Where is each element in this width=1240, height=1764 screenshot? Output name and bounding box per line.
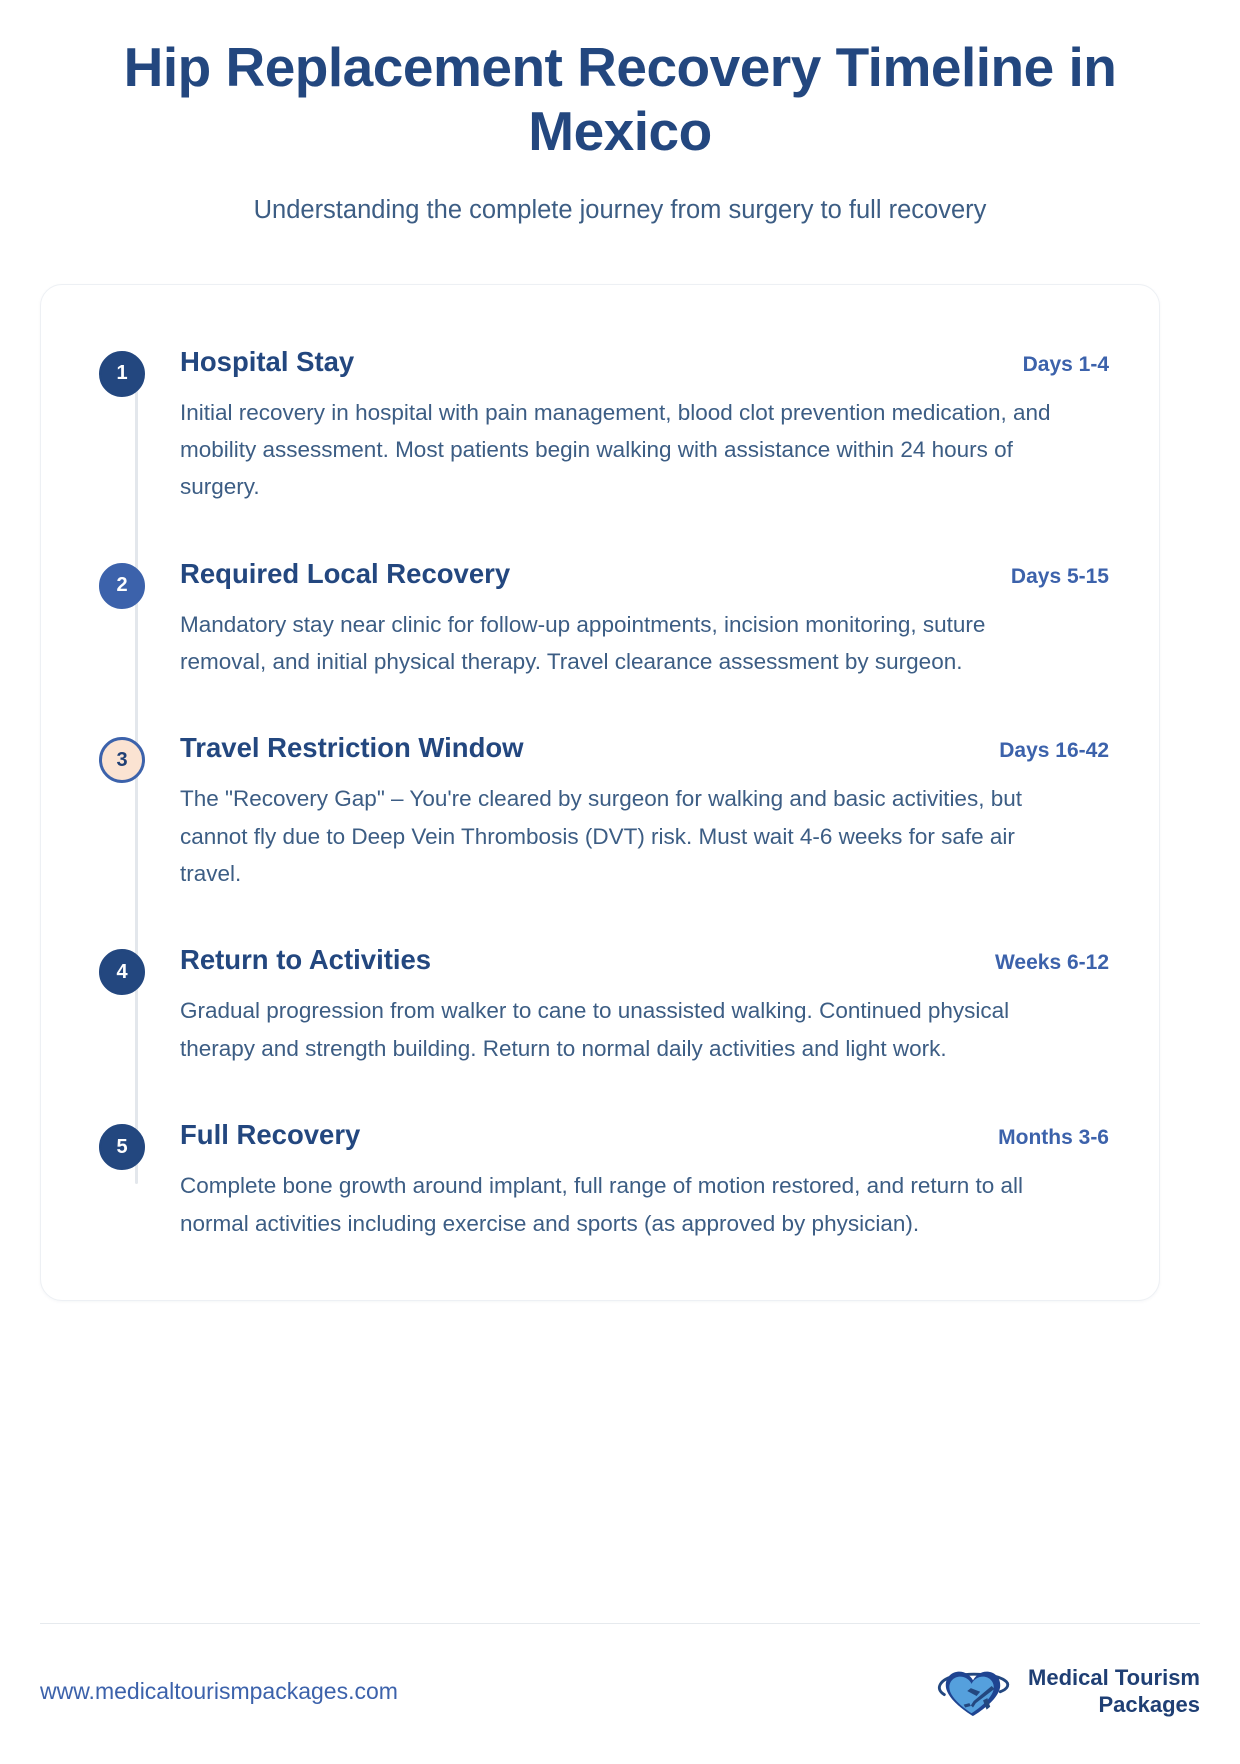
- step-description: Gradual progression from walker to cane to unassisted walking. Continued physical therapy and strength building. Return to normal daily activities and light work.: [180, 998, 1010, 1061]
- step-header-row: [180, 943, 1109, 976]
- step-description: The "Recovery Gap" – You're cleared by surgeon for walking and basic activities, but cannot fly due to Deep Vein Thrombosis (DVT) risk. Must wait 4-6 weeks for safe air travel.: [180, 786, 1022, 887]
- page-title: Hip Replacement Recovery Timeline in Mexico: [123, 36, 1117, 162]
- step-title: Required Local Recovery: [180, 557, 511, 589]
- step-number-badge: 1: [99, 351, 145, 397]
- timeline-step: [99, 1116, 1109, 1242]
- page-footer: [40, 1623, 1200, 1722]
- step-title: Full Recovery: [180, 1119, 361, 1151]
- step-header-row: [180, 557, 1109, 590]
- brand-line-1: Medical Tourism: [1028, 1664, 1200, 1690]
- step-content: [145, 1116, 1109, 1242]
- footer-website-link[interactable]: www.medicaltourismpackages.com: [40, 1677, 398, 1704]
- page-subtitle: Understanding the complete journey from surgery to full recovery: [253, 195, 987, 224]
- step-title: Travel Restriction Window: [180, 732, 524, 764]
- step-header-row: [180, 731, 1109, 764]
- step-number-badge: 4: [99, 949, 145, 995]
- step-header-row: [180, 345, 1109, 378]
- brand-wordmark: [1028, 1664, 1200, 1719]
- step-number-badge: 5: [99, 1124, 145, 1170]
- step-description: Initial recovery in hospital with pain management, blood clot prevention medication, and mobility assessment. Most patients begin walking with assistance within 24 hours of surgery.: [180, 399, 1051, 500]
- timeline-step-highlighted: [99, 729, 1109, 892]
- step-title: Hospital Stay: [180, 345, 355, 377]
- step-content: [145, 729, 1109, 892]
- step-number-badge: 3: [99, 737, 145, 783]
- step-content: [145, 941, 1109, 1067]
- timeline-step: [99, 343, 1109, 506]
- timeline-step: [99, 941, 1109, 1067]
- step-header-row: [180, 1118, 1109, 1151]
- step-duration: Days 16-42: [999, 739, 1109, 763]
- step-content: [145, 555, 1109, 681]
- step-title: Return to Activities: [180, 944, 432, 976]
- step-duration: Days 5-15: [1010, 564, 1109, 588]
- brand-line-2: Packages: [1098, 1692, 1200, 1717]
- step-description: Mandatory stay near clinic for follow-up appointments, incision monitoring, suture removal, and initial physical therapy. Travel clearance assessment by surgeon.: [180, 611, 986, 675]
- step-description: Complete bone growth around implant, full range of motion restored, and return to all normal activities including exercise and sports (as approved by physician).: [180, 1173, 1023, 1236]
- step-duration: Months 3-6: [998, 1126, 1109, 1150]
- timeline-steps: [99, 343, 1109, 1242]
- step-number-badge: 2: [99, 563, 145, 609]
- heart-airplane-logo-icon: [930, 1660, 1016, 1722]
- step-duration: Days 1-4: [1022, 352, 1109, 376]
- step-duration: Weeks 6-12: [994, 951, 1109, 975]
- timeline-card: [40, 284, 1160, 1301]
- page-header: [40, 0, 1200, 227]
- step-content: [145, 343, 1109, 506]
- brand-logo: [930, 1660, 1200, 1722]
- timeline-step: [99, 555, 1109, 681]
